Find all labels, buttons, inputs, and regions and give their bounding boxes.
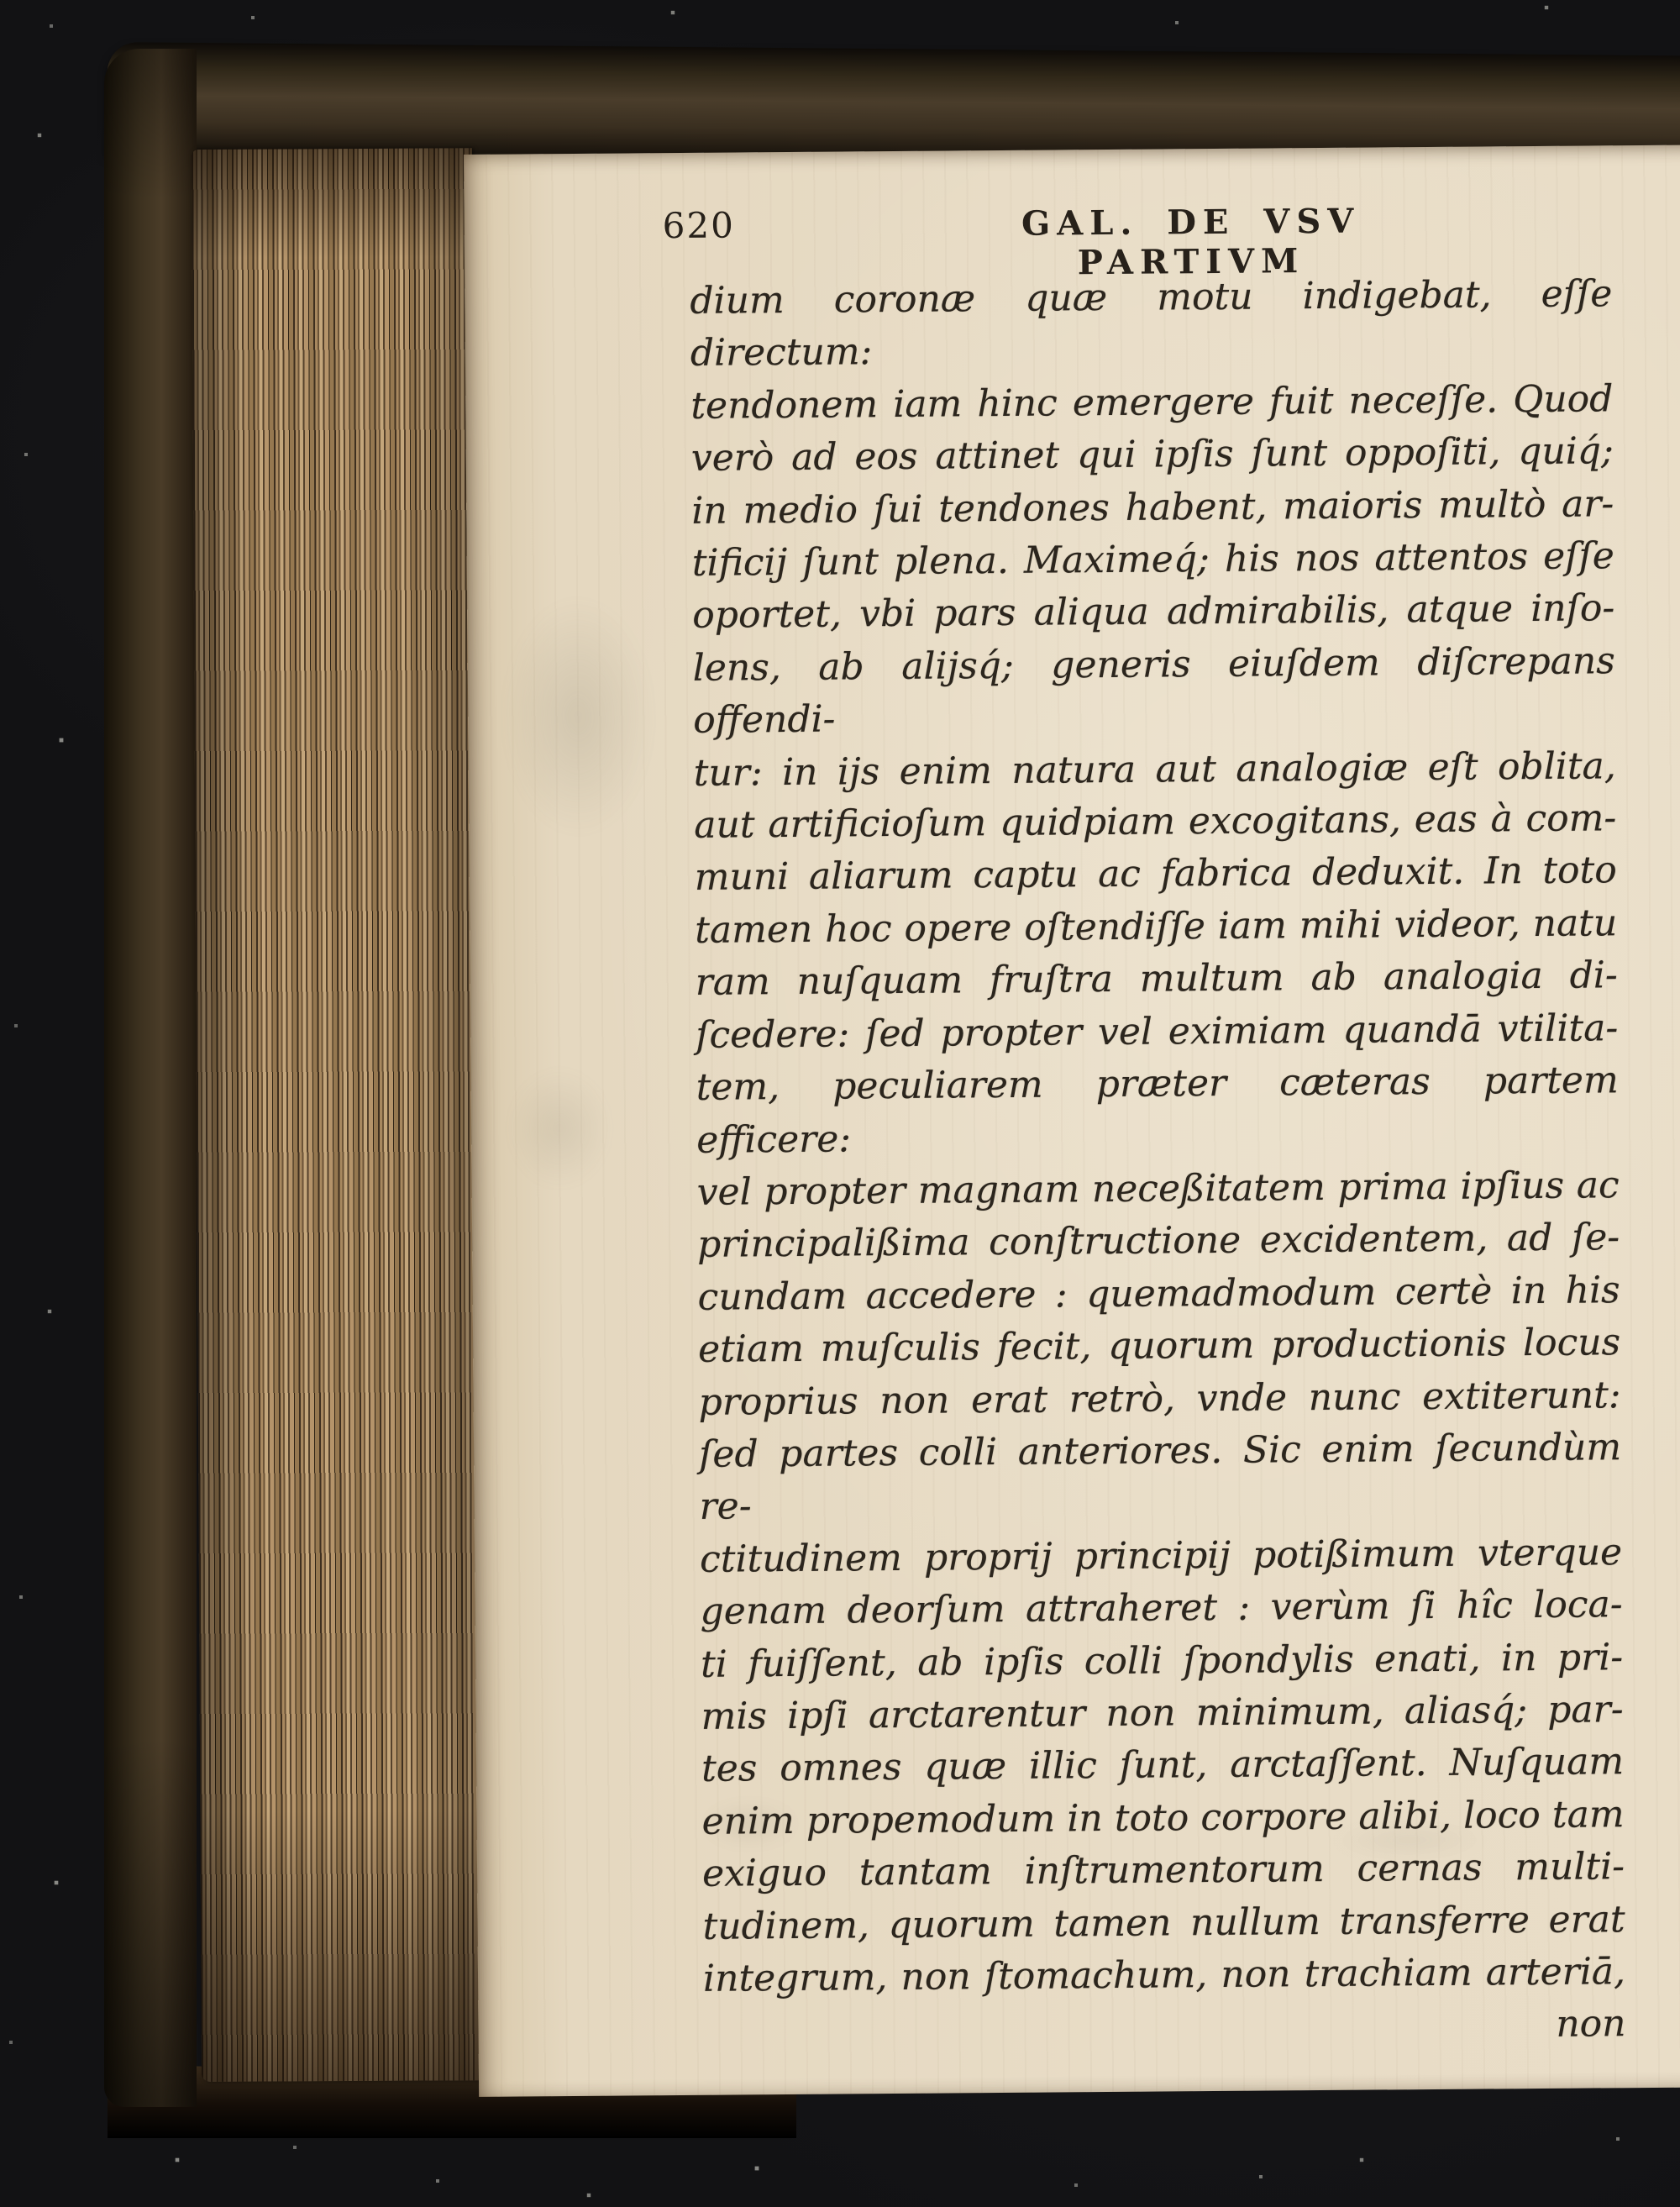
text-line: exiguo tantam inſtrumentorum cernas multi- — [701, 1845, 1625, 1896]
text-line: cundam accedere : quemadmodum certè in his — [697, 1268, 1620, 1319]
book-page — [464, 145, 1680, 2097]
text-line: aut artificioſum quidpiam excogitans, eas à com- — [694, 796, 1617, 847]
cloth-speckles — [0, 0, 2, 2]
page-number: 620 — [662, 204, 736, 247]
text-line: integrum, non ſtomachum, non trachiam arteriā, — [702, 1950, 1626, 2000]
text-line: tendonem iam hinc emergere fuit neceſſe. Quod — [690, 377, 1614, 428]
text-line: genam deorſum attraheret : verùm ſi hîc loca- — [700, 1583, 1623, 1633]
text-line: enim propemodum in toto corpore alibi, loco tam — [701, 1792, 1625, 1843]
text-line: dium coronæ quæ motu indigebat, eſſe directum: — [690, 272, 1613, 376]
text-line: tificij ſunt plena. Maximeq́; his nos attentos eſſe — [691, 534, 1614, 585]
text-line: ti fuiſſent, ab ipſis colli ſpondylis enati, in pri- — [700, 1635, 1624, 1686]
text-line: proprius non erat retrò, vnde nunc extiterunt: — [698, 1373, 1621, 1424]
book-spine — [104, 49, 197, 2107]
text-line: tur: in ijs enim natura aut analogiæ eſt oblita, — [693, 744, 1616, 795]
text-line: verò ad eos attinet qui ipſis ſunt oppoſiti, quiq́; — [690, 429, 1614, 481]
text-line: etiam muſculis fecit, quorum productionis locus — [697, 1321, 1621, 1371]
text-line: ram nuſquam fruſtra multum ab analogia di- — [695, 954, 1618, 1005]
text-line: ſed partes colli anteriores. Sic enim ſecundùm re- — [698, 1426, 1622, 1529]
text-line: tes omnes quæ illic ſunt, arctaſſent. Nuſquam — [701, 1740, 1625, 1791]
text-line: ctitudinem proprij principij potißimum vterque — [699, 1530, 1623, 1581]
text-line: mis ipſi arctarentur non minimum, aliasq́; par- — [701, 1688, 1624, 1738]
show-through-smudge — [487, 1043, 632, 1212]
text-line: principalißima conſtructione excidentem, ad ſe- — [697, 1216, 1620, 1267]
text-line: muni aliarum captu ac fabrica deduxit. In toto — [694, 849, 1617, 900]
page-edges-stack — [192, 148, 482, 2082]
show-through-smudge — [472, 548, 685, 885]
text-line: oportet, vbi pars aliqua admirabilis, atque inſo- — [692, 586, 1615, 638]
text-line: ſcedere: ſed propter vel eximiam quandā vtilita- — [696, 1006, 1619, 1057]
text-line: tamen hoc opere oſtendiſſe iam mihi videor, natu — [695, 901, 1618, 952]
running-title: GAL. DE VSV PARTIVM — [1021, 201, 1361, 283]
text-line: lens, ab alijsq́; generis eiuſdem diſcrepans offendi- — [692, 639, 1615, 743]
text-line: in medio ſui tendones habent, maioris multò ar- — [691, 481, 1614, 533]
text-line: vel propter magnam neceßitatem prima ipſius ac — [696, 1164, 1620, 1214]
body-text-block — [690, 268, 1626, 2057]
catchword: non — [1556, 2002, 1626, 2047]
text-line: tudinem, quorum tamen nullum transferre erat — [702, 1897, 1625, 1948]
text-line: tem, peculiarem præter cæteras partem efficere: — [696, 1059, 1619, 1162]
